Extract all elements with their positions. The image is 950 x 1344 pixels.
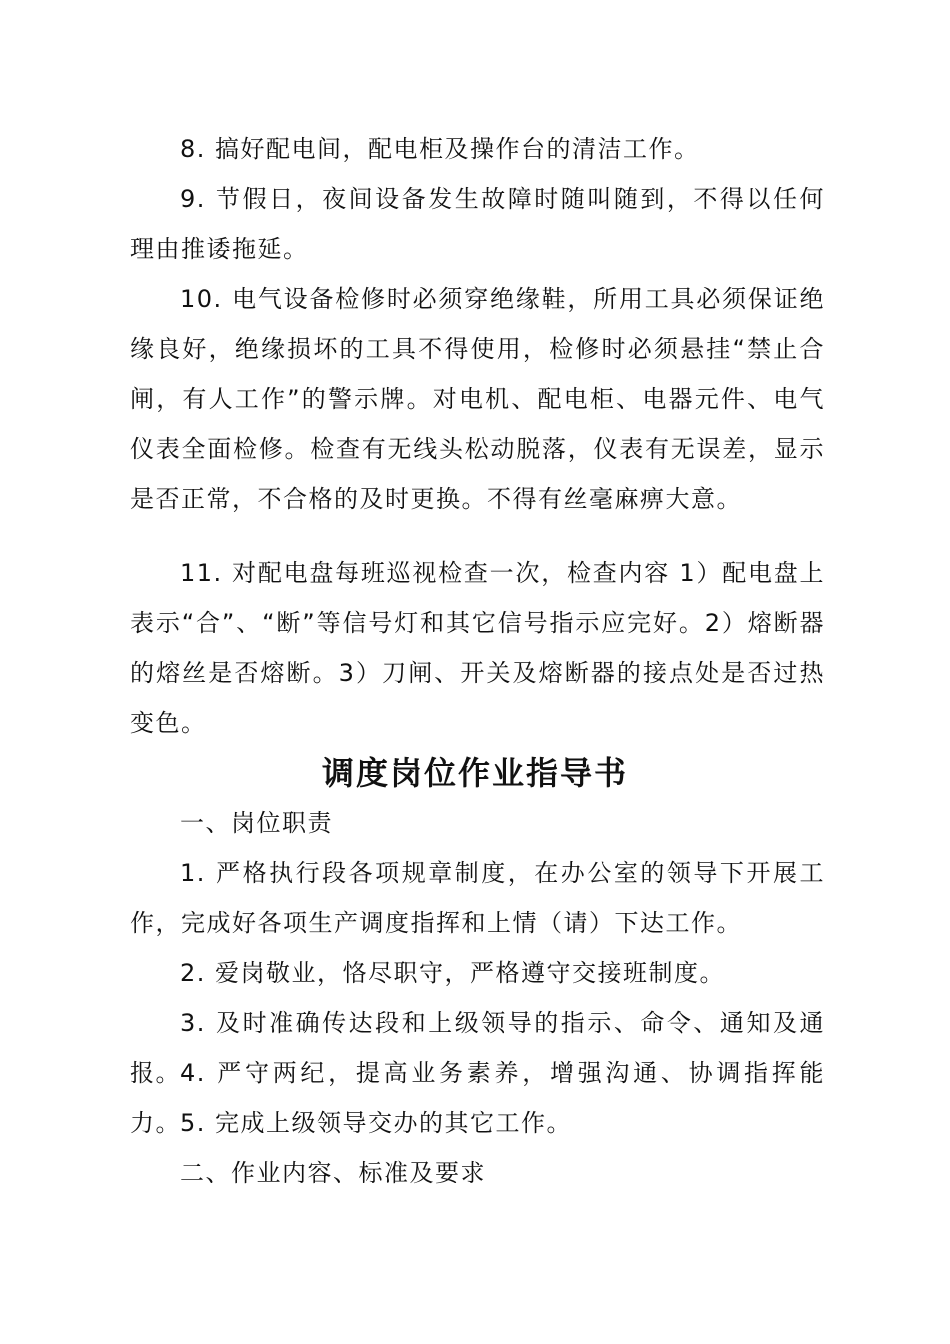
duty-item-1: 1. 严格执行段各项规章制度，在办公室的领导下开展工作，完成好各项生产调度指挥和上情（请）下达工作。 [130,859,825,937]
paragraph-item-11: 11. 对配电盘每班巡视检查一次，检查内容 1）配电盘上表示“合”、“断”等信号灯和其它信号指示应完好。2）熔断器的熔丝是否熔断。3）刀闸、开关及熔断器的接点处是否过热变色。 [130,559,825,737]
paragraph-item-10: 10. 电气设备检修时必须穿绝缘鞋，所用工具必须保证绝缘良好，绝缘损坏的工具不得使用，检修时必须悬挂“禁止合闸，有人工作”的警示牌。对电机、配电柜、电器元件、电气仪表全面检修。检查有无线头松动脱落，仪表有无误差，显示是否正常，不合格的及时更换。不得有丝毫麻痹大意。 [130,285,825,513]
duty-item-3: 3. 及时准确传达段和上级领导的指示、命令、通知及通报。 [130,1009,825,1087]
paragraph-item-8: 8. 搞好配电间，配电柜及操作台的清洁工作。 [180,135,700,163]
duty-item-4: 4. 严守两纪，提高业务素养，增强沟通、协调指挥能力。 [130,1059,825,1137]
heading-work-content: 二、作业内容、标准及要求 [180,1159,486,1187]
section-title: 调度岗位作业指导书 [321,754,628,792]
duty-item-5: 5. 完成上级领导交办的其它工作。 [180,1109,573,1137]
heading-job-duties: 一、岗位职责 [180,809,333,837]
paragraph-item-9: 9. 节假日，夜间设备发生故障时随叫随到，不得以任何理由推诿拖延。 [130,185,825,263]
duty-item-2: 2. 爱岗敬业，恪尽职守，严格遵守交接班制度。 [180,959,726,987]
